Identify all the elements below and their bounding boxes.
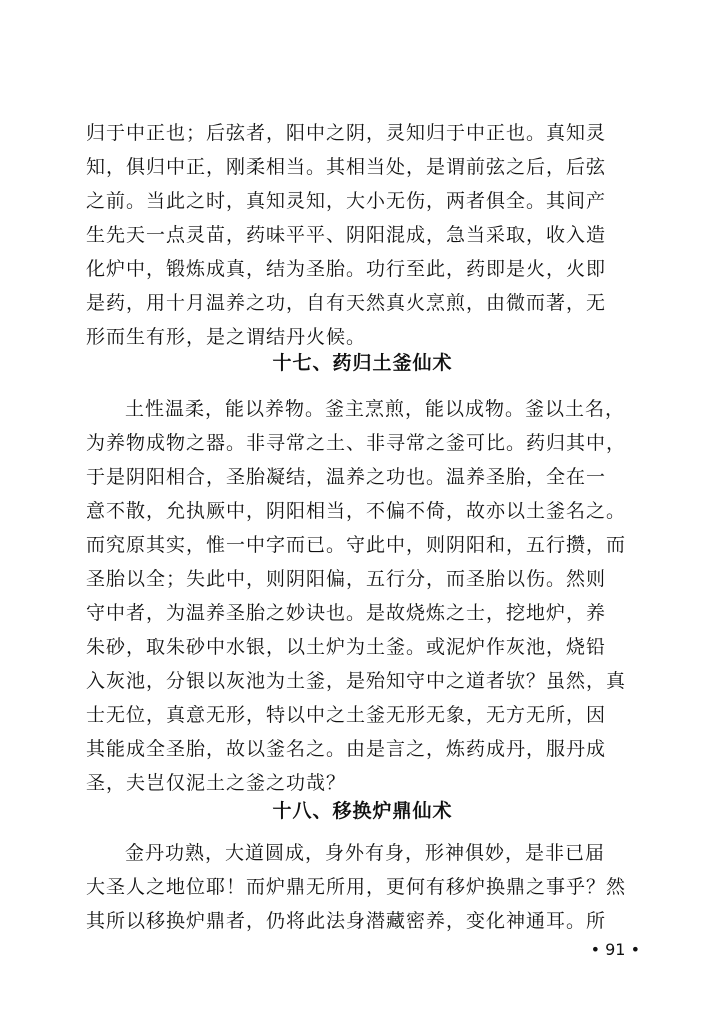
text-line: 生先天一点灵苗，药味平平、阴阳混成，急当采取，收入造 — [86, 224, 607, 246]
text-line: 守中者，为温养圣胎之妙诀也。是故烧炼之士，挖地炉，养 — [86, 602, 607, 624]
text-line: 之前。当此之时，真知灵知，大小无伤，两者俱全。其间产 — [86, 190, 607, 212]
text-line: 入灰池，分银以灰池为土釜，是殆知守中之道者欤？虽然，真 — [86, 670, 627, 692]
text-line: 圣，夫岂仅泥土之釜之功哉？ — [86, 772, 347, 794]
text-line: 圣胎以全；失此中，则阴阳偏，五行分，而圣胎以伤。然则 — [86, 568, 607, 590]
text-line: 知，俱归中正，刚柔相当。其相当处，是谓前弦之后，后弦 — [86, 156, 607, 178]
text-line: 士无位，真意无形，特以中之土釜无形无象，无方无所，因 — [86, 704, 607, 726]
text-line: 金丹功熟，大道圆成，身外有身，形神俱妙，是非已届 — [125, 842, 606, 864]
section-heading-18: 十八、移换炉鼎仙术 — [272, 800, 453, 822]
text-line: 归于中正也；后弦者，阳中之阴，灵知归于中正也。真知灵 — [86, 122, 607, 144]
text-line: 于是阴阳相合，圣胎凝结，温养之功也。温养圣胎，全在一 — [86, 466, 607, 488]
text-line: 其能成全圣胎，故以釜名之。由是言之，炼药成丹，服丹成 — [86, 738, 607, 760]
text-line: 土性温柔，能以养物。釜主烹煎，能以成物。釜以土名， — [125, 398, 626, 420]
page-number: • 91 • — [590, 940, 640, 959]
text-line: 是药，用十月温养之功，自有天然真火烹煎，由微而著，无 — [86, 292, 607, 314]
text-line: 而究原其实，惟一中字而已。守此中，则阴阳和，五行攒，而 — [86, 534, 627, 556]
text-line: 其所以移换炉鼎者，仍将此法身潜藏密养，变化神通耳。所 — [86, 910, 607, 932]
text-line: 大圣人之地位耶！而炉鼎无所用，更何有移炉换鼎之事乎？然 — [86, 876, 627, 898]
text-line: 化炉中，锻炼成真，结为圣胎。功行至此，药即是火，火即 — [86, 258, 607, 280]
text-line: 意不散，允执厥中，阴阳相当，不偏不倚，故亦以土釜名之。 — [86, 500, 627, 522]
text-line: 为养物成物之器。非寻常之土、非寻常之釜可比。药归其中， — [86, 432, 627, 454]
section-heading-17: 十七、药归土釜仙术 — [272, 352, 453, 374]
text-line: 朱砂，取朱砂中水银，以土炉为土釜。或泥炉作灰池，烧铅 — [86, 636, 607, 658]
text-line: 形而生有形，是之谓结丹火候。 — [86, 326, 367, 348]
